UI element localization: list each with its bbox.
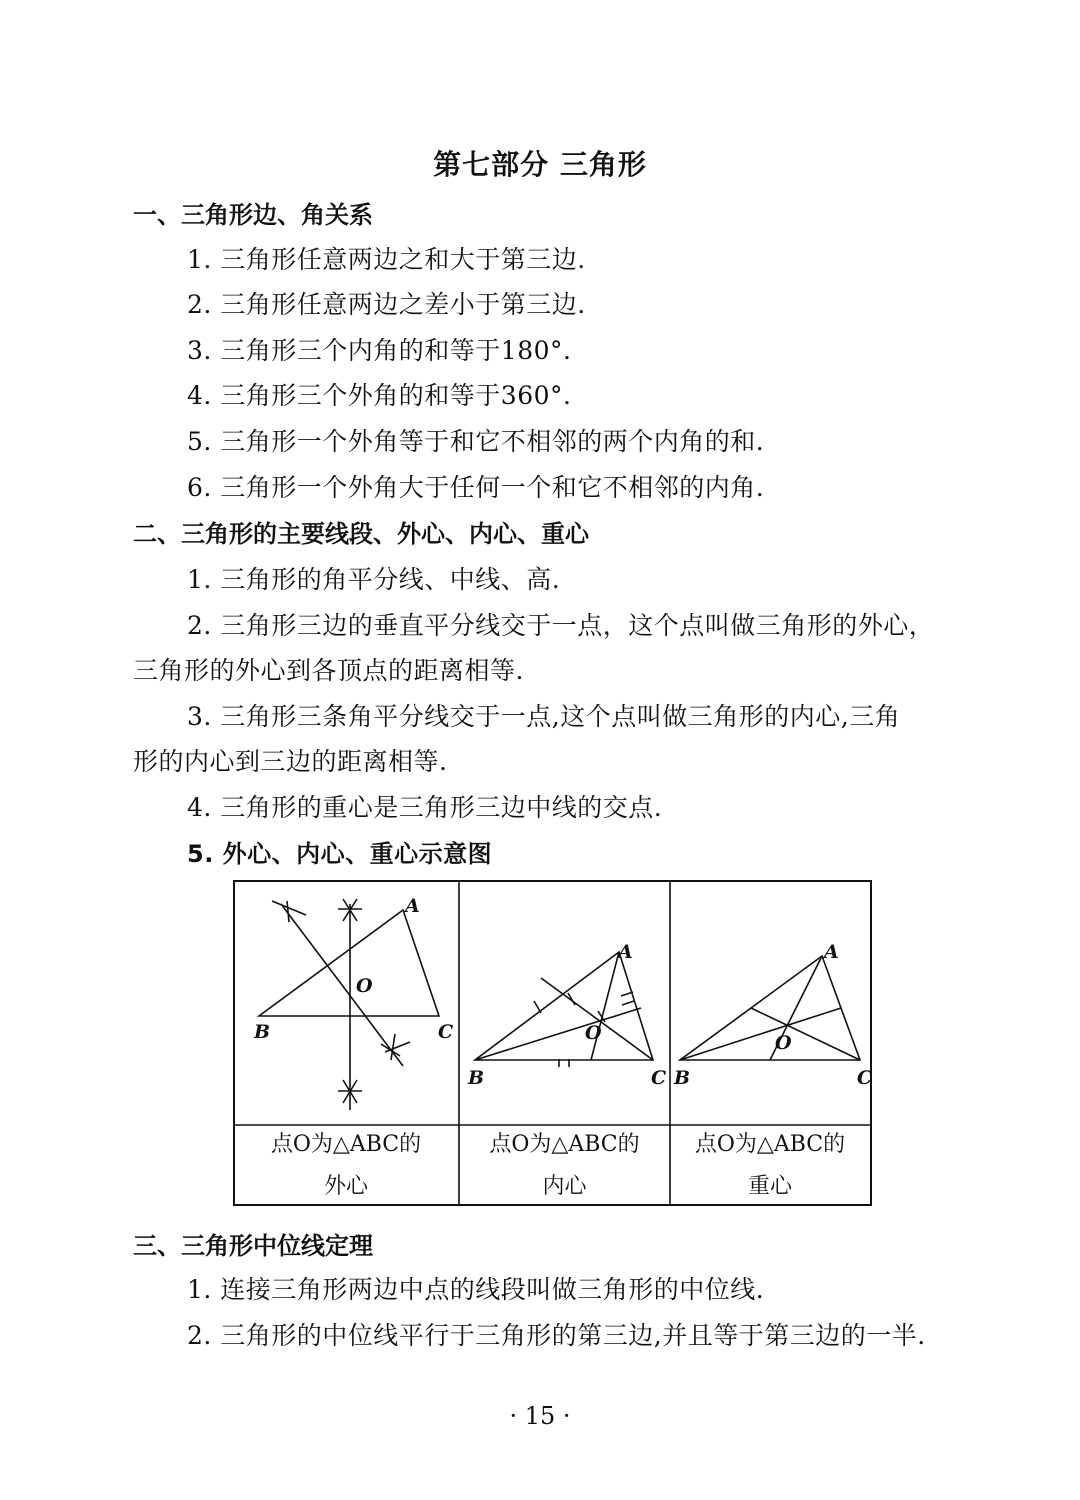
caption-circumcenter-line1: 点O为△ABC的 bbox=[270, 1132, 422, 1157]
section-3-item-2: 2. 三角形的中位线平行于三角形的第三边,并且等于第三边的一半. bbox=[187, 1321, 926, 1350]
section-2-item-3: 3. 三角形三条角平分线交于一点,这个点叫做三角形的内心,三角 bbox=[187, 702, 901, 731]
centroid-triangle bbox=[680, 956, 860, 1060]
caption-incenter-line1: 点O为△ABC的 bbox=[489, 1132, 640, 1157]
section-heading-3: 三、三角形中位线定理 bbox=[133, 1232, 373, 1260]
label-a-1: A bbox=[405, 895, 420, 917]
label-b-1: B bbox=[254, 1021, 271, 1043]
label-c-3: C bbox=[857, 1067, 873, 1089]
caption-circumcenter-line2: 外心 bbox=[323, 1174, 368, 1199]
section-1-item-5: 5. 三角形一个外角等于和它不相邻的两个内角的和. bbox=[187, 427, 765, 456]
section-2-item-4: 4. 三角形的重心是三角形三边中线的交点. bbox=[187, 793, 663, 822]
label-a-3: A bbox=[824, 941, 839, 963]
label-b-2: B bbox=[468, 1067, 485, 1089]
angle-bisector-c bbox=[541, 978, 653, 1060]
section-2-item-5: 5. 外心、内心、重心示意图 bbox=[187, 840, 493, 868]
section-2-item-3-cont: 形的内心到三边的距离相等. bbox=[133, 747, 448, 776]
label-c-1: C bbox=[438, 1021, 454, 1043]
section-1-item-3: 3. 三角形三个内角的和等于180°. bbox=[187, 336, 572, 365]
section-2-item-2-cont: 三角形的外心到各顶点的距离相等. bbox=[133, 656, 524, 685]
caption-incenter bbox=[459, 1124, 670, 1208]
section-1-item-4: 4. 三角形三个外角的和等于360°. bbox=[187, 381, 572, 410]
section-2-item-2: 2. 三角形三边的垂直平分线交于一点，这个点叫做三角形的外心， bbox=[187, 611, 935, 640]
label-b-3: B bbox=[674, 1067, 691, 1089]
section-3-item-1: 1. 连接三角形两边中点的线段叫做三角形的中位线. bbox=[187, 1275, 765, 1304]
label-o-1: O bbox=[356, 975, 373, 997]
angle-bisector-b bbox=[475, 1008, 641, 1060]
caption-centroid-line1: 点O为△ABC的 bbox=[694, 1132, 846, 1157]
caption-circumcenter bbox=[235, 1124, 457, 1208]
label-a-2: A bbox=[618, 941, 633, 963]
section-1-item-2: 2. 三角形任意两边之差小于第三边. bbox=[187, 290, 586, 319]
median-b bbox=[680, 1008, 841, 1060]
circumcenter-triangle bbox=[259, 910, 439, 1016]
page-number: · 15 · bbox=[509, 1402, 571, 1430]
section-heading-1: 一、三角形边、角关系 bbox=[133, 201, 373, 229]
caption-incenter-line2: 内心 bbox=[542, 1174, 587, 1199]
caption-centroid-line2: 重心 bbox=[747, 1174, 792, 1199]
perpendicular-bisector-ab bbox=[281, 904, 403, 1066]
label-c-2: C bbox=[651, 1067, 667, 1089]
page-title: 第七部分 三角形 bbox=[433, 148, 647, 181]
incenter-triangle bbox=[475, 952, 653, 1060]
section-1-item-6: 6. 三角形一个外角大于任何一个和它不相邻的内角. bbox=[187, 473, 765, 502]
section-2-item-1: 1. 三角形的角平分线、中线、高. bbox=[187, 565, 561, 594]
section-1-item-1: 1. 三角形任意两边之和大于第三边. bbox=[187, 245, 586, 274]
label-o-2: O bbox=[585, 1022, 602, 1044]
caption-centroid bbox=[670, 1124, 870, 1208]
section-heading-2: 二、三角形的主要线段、外心、内心、重心 bbox=[133, 520, 589, 548]
label-o-3: O bbox=[775, 1032, 792, 1054]
